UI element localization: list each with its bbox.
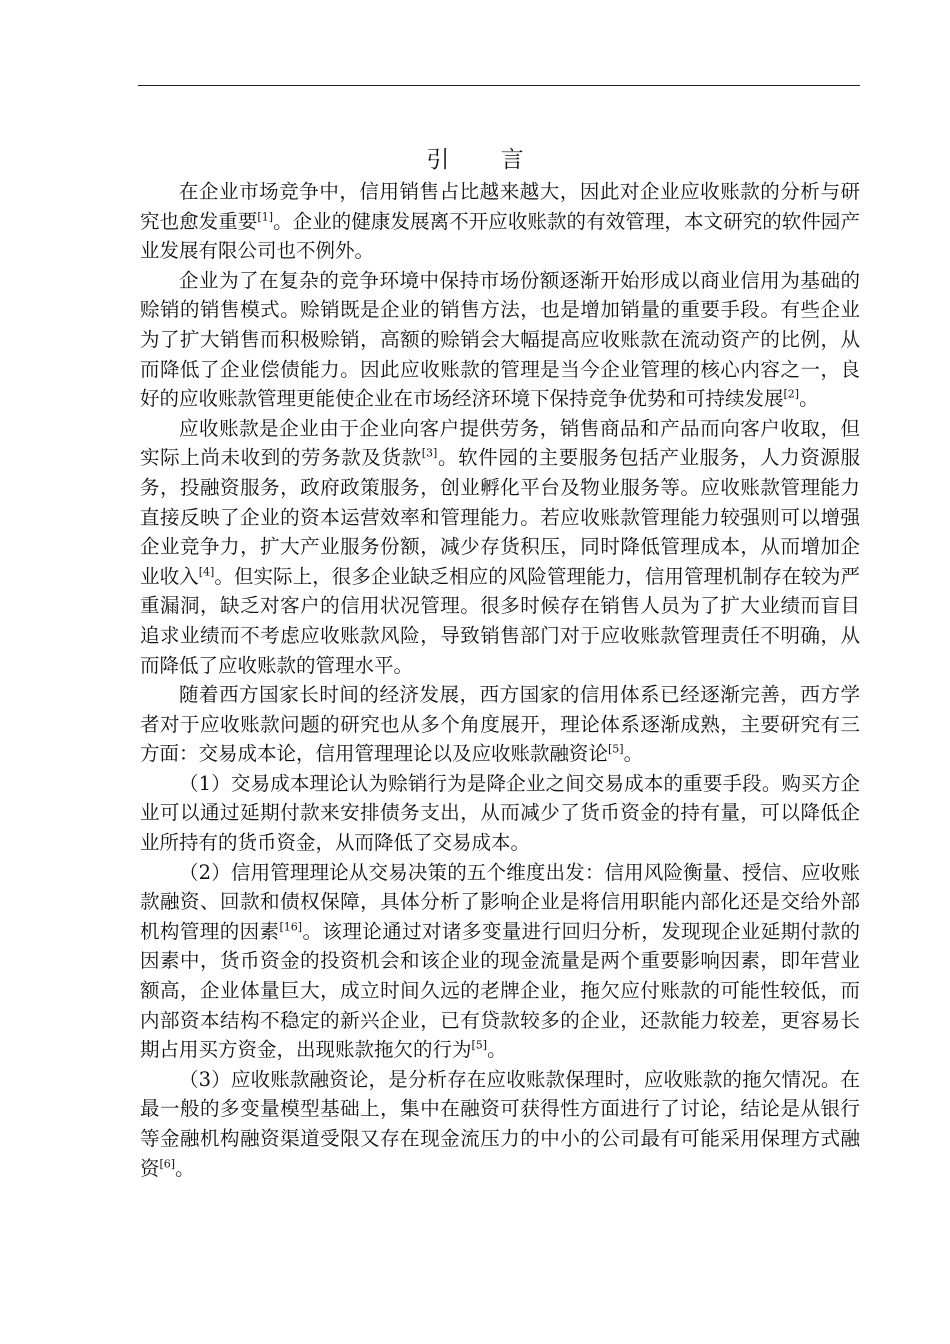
paragraph	[140, 858, 860, 1065]
paragraph-text: 。	[623, 742, 644, 766]
paragraph-text: 应收账款是企业由于企业向客户提供劳务，销售商品和产品而向客户收取，但实际上尚未收到的劳务款及货款	[140, 416, 860, 470]
citation: [1]	[257, 210, 273, 224]
paragraph	[140, 680, 860, 769]
citation: [4]	[198, 565, 215, 579]
paragraph-text: 在企业市场竞争中，信用销售占比越来越大，因此对企业应收账款的分析与研究也愈发重要	[140, 180, 860, 233]
paragraph-text: （2）信用管理理论从交易决策的五个维度出发：信用风险衡量、授信、应收账款融资、回款和债权保障，具体分析了影响企业是将信用职能内部化还是交给外部机构管理的因素	[140, 860, 860, 943]
citation: [2]	[783, 387, 800, 401]
paragraph-text: （3）应收账款融资论，是分析存在应收账款保理时，应收账款的拖欠情况。在最一般的多变量模型基础上，集中在融资可获得性方面进行了讨论，结论是从银行等金融机构融资渠道受限又存在现金流压力的中小的公司最有可能采用保理方式融资	[140, 1067, 860, 1180]
paragraph-text: 。	[175, 1156, 195, 1180]
paragraph-text: 。	[487, 1038, 507, 1062]
paragraph-text: 。企业的健康发展离不开应收账款的有效管理，本文研究的软件园产业发展有限公司也不例外。	[140, 209, 860, 263]
paragraph	[140, 177, 860, 266]
paragraph-text: 随着西方国家长时间的经济发展，西方国家的信用体系已经逐渐完善，西方学者对于应收账款问题的研究也从多个角度展开，理论体系逐渐成熟，主要研究有三方面：交易成本论，信用管理理论以及应收账款融资论	[140, 683, 860, 766]
citation: [6]	[159, 1157, 176, 1171]
citation: [5]	[608, 742, 624, 756]
citation: [3]	[421, 446, 438, 460]
body-text	[140, 177, 860, 1183]
paragraph-text: 企业为了在复杂的竞争环境中保持市场份额逐渐开始形成以商业信用为基础的赊销的销售模式。赊销既是企业的销售方法，也是增加销量的重要手段。有些企业为了扩大销售而积极赊销，高额的赊销会大幅提高应收账款在流动资产的比例，从而降低了企业偿债能力。因此应收账款的管理是当今企业管理的核心内容之一，良好的应收账款管理更能使企业在市场经济环境下保持竞争优势和可持续发展	[140, 268, 860, 411]
page-title: 引 言	[426, 147, 546, 173]
paragraph	[140, 414, 860, 680]
paragraph-text: 。但实际上，很多企业缺乏相应的风险管理能力，信用管理机制存在较为严重漏洞，缺乏对客户的信用状况管理。很多时候存在销售人员为了扩大业绩而盲目追求业绩而不考虑应收账款风险，导致销售部门对于应收账款管理责任不明确，从而降低了应收账款的管理水平。	[140, 564, 860, 677]
paragraph	[140, 1065, 860, 1183]
paragraph	[140, 769, 860, 858]
header-rule	[138, 85, 860, 86]
paragraph-text: 。该理论通过对诸多变量进行回归分析，发现现企业延期付款的因素中，货币资金的投资机会和该企业的现金流量是两个重要影响因素，即年营业额高，企业体量巨大，成立时间久远的老牌企业，拖欠应付账款的可能性较低，而内部资本结构不稳定的新兴企业，已有贷款较多的企业，还款能力较差，更容易长期占用买方资金，出现账款拖欠的行为	[140, 919, 860, 1062]
paragraph-text: （1）交易成本理论认为赊销行为是降企业之间交易成本的重要手段。购买方企业可以通过延期付款来安排债务支出，从而减少了货币资金的持有量，可以降低企业所持有的货币资金，从而降低了交易成本。	[140, 771, 860, 855]
citation: [16]	[279, 920, 303, 934]
paragraph-text: 。	[799, 387, 819, 411]
paragraph-text: 。软件园的主要服务包括产业服务，人力资源服务，投融资服务，政府政策服务，创业孵化平台及物业服务等。应收账款管理能力直接反映了企业的资本运营效率和管理能力。若应收账款管理能力较强则可以增强企业竞争力，扩大产业服务份额，减少存货积压，同时降低管理成本，从而增加企业收入	[140, 446, 860, 588]
paragraph	[140, 266, 860, 414]
citation: [5]	[471, 1038, 488, 1052]
